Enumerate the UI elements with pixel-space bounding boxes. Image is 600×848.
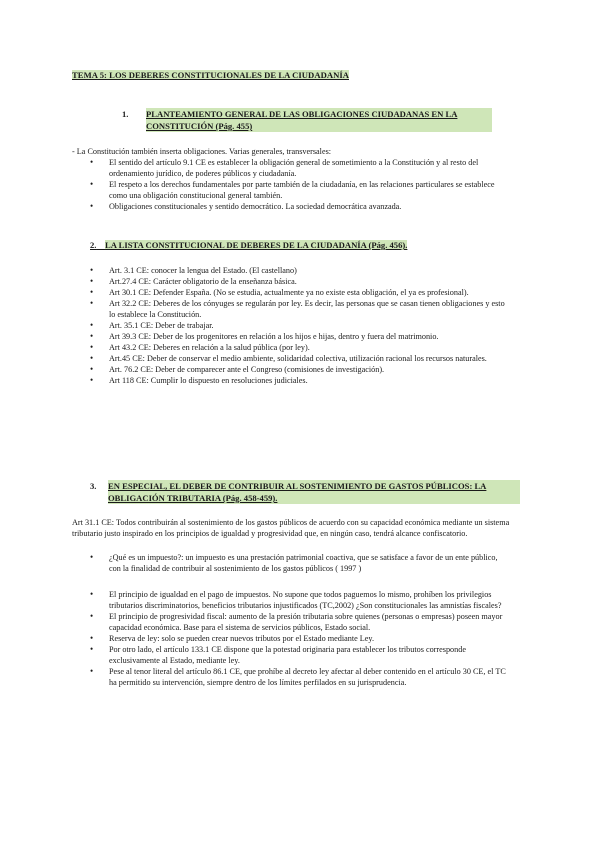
list-item: • Art. 35.1 CE: Deber de trabajar.: [90, 320, 510, 331]
list-item: • Art 118 CE: Cumplir lo dispuesto en resoluciones judiciales.: [90, 375, 510, 386]
section-2-heading: [90, 240, 407, 250]
list-item: • Reserva de ley: solo se pueden crear nuevos tributos por el Estado mediante Ley.: [90, 633, 515, 644]
list-item: • Art. 76.2 CE: Deber de comparecer ante el Congreso (comisiones de investigación).: [90, 364, 510, 375]
list-item: • El sentido del artículo 9.1 CE es establecer la obligación general de sometimiento a la Constitución y al resto del ordenamiento jurídico, de poderes públicos y ciudadanía.: [90, 157, 510, 179]
section-1-title: PLANTEAMIENTO GENERAL DE LAS OBLIGACIONES CIUDADANAS EN LA CONSTITUCIÓN (Pág. 455): [146, 108, 492, 132]
list-item: • El principio de igualdad en el pago de impuestos. No supone que todos paguemos lo mismo, prohíben los privilegios tributarios discriminatorios, beneficios tributarios injustificados (TC,2002) ¿Son constitucionales las amnistías fiscales?: [90, 589, 515, 611]
document-title: TEMA 5: LOS DEBERES CONSTITUCIONALES DE LA CIUDADANÍA: [72, 70, 349, 80]
section-2-title: LA LISTA CONSTITUCIONAL DE DEBERES DE LA CIUDADANÍA (Pág. 456).: [105, 240, 408, 250]
list-item: • Art 39.3 CE: Deber de los progenitores en relación a los hijos e hijas, dentro y fuera del matrimonio.: [90, 331, 510, 342]
section-3-title: EN ESPECIAL, EL DEBER DE CONTRIBUIR AL SOSTENIMIENTO DE GASTOS PÚBLICOS: LA OBLIGACIÓN TRIBUTARIA (Pág. 458-459).: [108, 480, 520, 504]
list-item: • Obligaciones constitucionales y sentido democrático. La sociedad democrática avanzada.: [90, 201, 510, 212]
list-item: • Art. 3.1 CE: conocer la lengua del Estado. (El castellano): [90, 265, 510, 276]
section-3-intro: Art 31.1 CE: Todos contribuirán al sostenimiento de los gastos públicos de acuerdo con su capacidad económica mediante un sistema tributario justo inspirado en los principios de igualdad y progresividad que, en ningún caso, tendrá alcance confiscatorio.: [72, 518, 510, 538]
section-2-list: [90, 265, 510, 386]
section-3-heading: [90, 480, 520, 504]
list-item: • Art.27.4 CE: Carácter obligatorio de la enseñanza básica.: [90, 276, 510, 287]
section-3-number: 3.: [90, 481, 97, 491]
list-item: • Art.45 CE: Deber de conservar el medio ambiente, solidaridad colectiva, utilización racional los recursos naturales.: [90, 353, 510, 364]
list-item: • Pese al tenor literal del artículo 86.1 CE, que prohíbe al decreto ley afectar al deber contenido en el artículo 30 CE, el TC ha permitido su intervención, siempre dentro de los límites perfilados en su jurisprudencia.: [90, 666, 515, 688]
list-item: • Por otro lado, el artículo 133.1 CE dispone que la potestad originaria para establecer los tributos corresponde exclusivamente al Estado, mediante ley.: [90, 644, 515, 666]
section-1-list: [90, 157, 510, 212]
section-3-first-list: [90, 552, 510, 574]
list-item: • Art 30.1 CE: Defender España. (No se estudia, actualmente ya no existe esta obligación, el ya es profesional).: [90, 287, 510, 298]
list-item: • El principio de progresividad fiscal: aumento de la presión tributaria sobre quienes (personas o empresas) poseen mayor capacidad económica. Base para el sistema de servicios públicos, Estado social.: [90, 611, 515, 633]
list-item: • Art 43.2 CE: Deberes en relación a la salud pública (por ley).: [90, 342, 510, 353]
section-1-intro: - La Constitución también inserta obligaciones. Varias generales, transversales:: [72, 147, 332, 156]
list-item: • ¿Qué es un impuesto?: un impuesto es una prestación patrimonial coactiva, que se satisface a favor de un ente público, con la finalidad de contribuir al sostenimiento de los gastos públicos ( 1997 ): [90, 552, 510, 574]
section-1-heading: [122, 108, 492, 132]
section-3-list: [90, 589, 515, 688]
section-1-number: 1.: [122, 109, 129, 119]
section-2-number: 2.: [90, 240, 97, 250]
list-item: • El respeto a los derechos fundamentales por parte también de la ciudadanía, en las relaciones particulares se establece como una obligación constitucional general también.: [90, 179, 510, 201]
list-item: • Art 32.2 CE: Deberes de los cónyuges se regularán por ley. Es decir, las personas que se casan tienen obligaciones y esto lo establece la Constitución.: [90, 298, 510, 320]
